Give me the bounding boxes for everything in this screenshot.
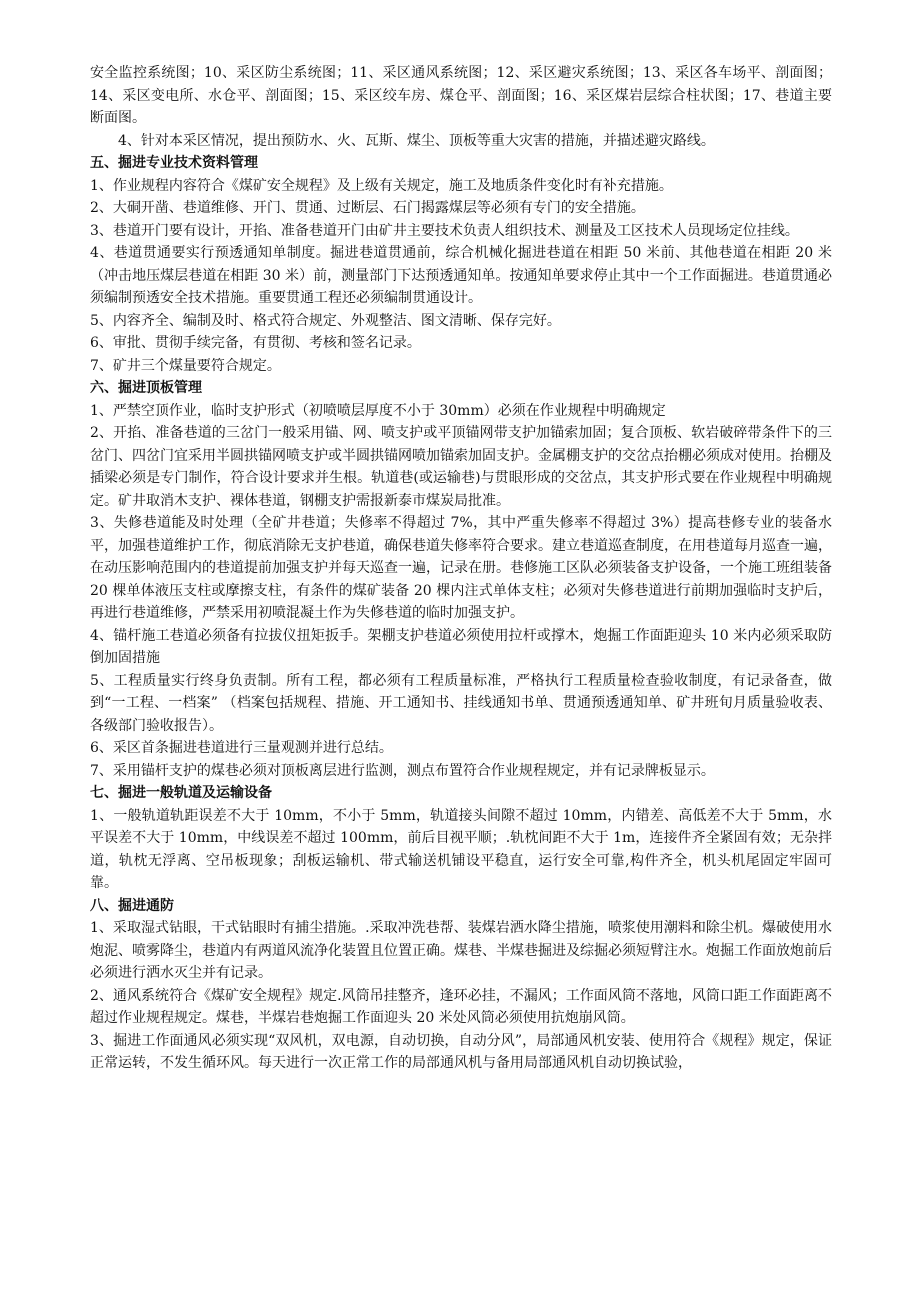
section8-item2: 2、通风系统符合《煤矿安全规程》规定.风筒吊挂整齐，逢环必挂，不漏风；工作面风筒不落地，风筒口距工作面距离不超过作业规程规定。煤巷，半煤岩巷炮掘工作面迎头 20 米处风筒必须使用抗炮崩风筒。 [90, 987, 832, 1026]
section7-item1: 1、一般轨道轨距误差不大于 10mm，不小于 5mm，轨道接头间隙不超过 10mm，内错差、高低差不大于 5mm，水平误差不大于 10mm，中线误差不超过 100mm，前后目视平顺；.轨枕间距不大于 1m，连接件齐全紧固有效；无杂拌道，轨枕无浮离、空吊板现象；刮板运输机、带式输送机铺设平稳直，运行安全可靠,构件齐全，机头机尾固定牢固可靠。 [90, 807, 832, 891]
section5-item7: 7、矿井三个煤量要符合规定。 [90, 357, 281, 374]
paragraph-disaster-measures: 4、针对本采区情况，提出预防水、火、瓦斯、煤尘、顶板等重大灾害的措施，并描述避灾路线。 [118, 132, 715, 149]
section6-item6: 6、采区首条掘进巷道进行三量观测并进行总结。 [90, 740, 393, 756]
paragraph-drawings-list: 安全监控系统图；10、采区防尘系统图；11、采区通风系统图；12、采区避灾系统图；13、采区各车场平、剖面图；14、采区变电所、水仓平、剖面图；15、采区绞车房、煤仓平、剖面图；16、采区煤岩层综合柱状图；17、巷道主要断面图。 [90, 65, 832, 126]
section-heading-5: 五、掘进专业技术资料管理 [90, 155, 258, 171]
section5-item3: 3、巷道开门要有设计，开掐、准备巷道开门由矿井主要技术负责人组织技术、测量及工区技术人员现场定位挂线。 [90, 222, 799, 239]
section6-item3: 3、失修巷道能及时处理（全矿井巷道；失修率不得超过 7%，其中严重失修率不得超过 3%）提高巷修专业的装备水平，加强巷道维护工作，彻底消除无支护巷道，确保巷道失修率符合要求。建立巷道巡查制度，在用巷道每月巡查一遍，在动压影响范围内的巷道提前加强支护并每天巡查一遍，记录在册。巷修施工区队必须装备支护设备，一个施工班组装备 20 棵单体液压支柱或摩擦支柱，有条件的煤矿装备 20 棵内注式单体支柱；必须对失修巷道进行前期加强临时支护后，再进行巷道维修，严禁采用初喷混凝土作为失修巷道的临时加强支护。 [90, 515, 832, 621]
section8-item3: 3、掘进工作面通风必须实现“双风机，双电源，自动切换，自动分风”，局部通风机安装、使用符合《规程》规定，保证正常运转，不发生循环风。每天进行一次正常工作的局部通风机与备用局部通风机自动切换试验， [90, 1032, 832, 1071]
section5-item6: 6、审批、贯彻手续完备，有贯彻、考核和签名记录。 [90, 335, 421, 351]
section6-item5: 5、工程质量实行终身负责制。所有工程，都必须有工程质量标准，严格执行工程质量检查验收制度，有记录备查，做到“一工程、一档案” （档案包括规程、措施、开工通知书、挂线通知书单、贯通预透通知单、矿井班旬月质量验收表、各级部门验收报告）。 [90, 672, 832, 734]
section8-item1: 1、采取湿式钻眼，干式钻眼时有捕尘措施。.采取冲洗巷帮、装煤岩洒水降尘措施，喷浆使用潮料和除尘机。爆破使用水炮泥、喷雾降尘，巷道内有两道风流净化装置且位置正确。煤巷、半煤巷掘进及综掘必须短臂注水。炮掘工作面放炮前后必须进行洒水灭尘并有记录。 [90, 920, 832, 981]
section6-item2: 2、开掐、准备巷道的三岔门一般采用锚、网、喷支护或平顶锚网带支护加锚索加固；复合顶板、软岩破碎带条件下的三岔门、四岔门宜采用半圆拱锚网喷支护或半圆拱锚网喷加锚索加固支护。金属棚支护的交岔点抬棚必须成对使用。抬棚及插梁必须是专门制作，符合设计要求并生根。轨道巷(或运输巷)与贯眼形成的交岔点，其支护形式要在作业规程中明确规定。矿井取消木支护、裸体巷道，钢棚支护需报新泰市煤炭局批准。 [90, 425, 832, 509]
section6-item1: 1、严禁空顶作业，临时支护形式（初喷喷层厚度不小于 30mm）必须在作业规程中明确规定 [90, 402, 666, 419]
section-heading-6: 六、掘进顶板管理 [90, 380, 202, 396]
section5-item2: 2、大硐开凿、巷道维修、开门、贯通、过断层、石门揭露煤层等必须有专门的安全措施。 [90, 200, 645, 216]
section5-item4: 4、巷道贯通要实行预透通知单制度。掘进巷道贯通前，综合机械化掘进巷道在相距 50 米前、其他巷道在相距 20 米（冲击地压煤层巷道在相距 30 米）前，测量部门下达预透通知单。按通知单要求停止其中一个工作面掘进。巷道贯通必须编制预透安全技术措施。重要贯通工程还必须编制贯通设计。 [90, 245, 832, 306]
section6-item4: 4、锚杆施工巷道必须备有拉拔仪扭矩扳手。架棚支护巷道必须使用拉杆或撑木，炮掘工作面距迎头 10 米内必须采取防倒加固措施 [90, 627, 832, 666]
section6-item7: 7、采用锚杆支护的煤巷必须对顶板离层进行监测，测点布置符合作业规程规定，并有记录牌板显示。 [90, 762, 715, 779]
section5-item5: 5、内容齐全、编制及时、格式符合规定、外观整洁、图文清晰、保存完好。 [90, 312, 561, 329]
section-heading-7: 七、掘进一般轨道及运输设备 [90, 785, 272, 801]
section-heading-8: 八、掘进通防 [90, 897, 174, 914]
section5-item1: 1、作业规程内容符合《煤矿安全规程》及上级有关规定，施工及地质条件变化时有补充措施。 [90, 177, 673, 194]
